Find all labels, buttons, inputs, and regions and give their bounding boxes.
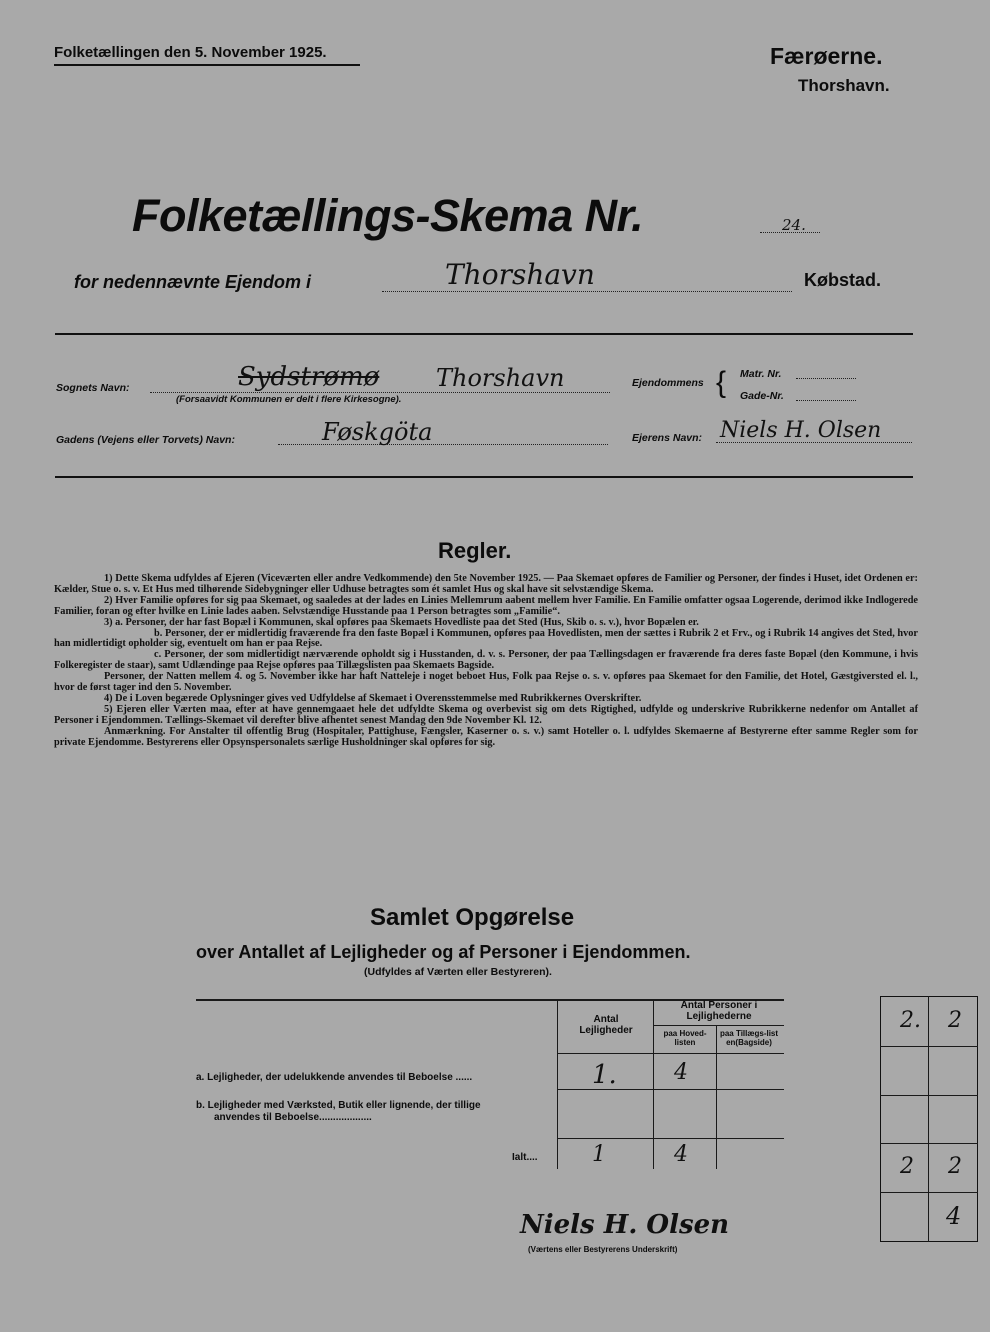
row-a-label: a. Lejligheder, der udelukkende anvendes til Beboelse ...... — [196, 1072, 473, 1083]
owner-label: Ejerens Navn: — [632, 432, 703, 444]
summary-subheading: over Antallet af Lejligheder og af Personer i Ejendommen. — [196, 942, 691, 962]
table-total-rule — [557, 1138, 784, 1139]
parish-note: (Forsaavidt Kommunen er delt i flere Kirkesogne). — [176, 394, 402, 405]
margin-r3c1: 2 — [900, 1154, 914, 1179]
parish-value: Thorshavn — [436, 364, 565, 392]
signature: Niels H. Olsen — [520, 1210, 730, 1240]
table-subheader-rule — [653, 1025, 784, 1026]
owner-value: Niels H. Olsen — [720, 418, 882, 443]
table-header-rule — [557, 1053, 784, 1054]
gade-label: Gade-Nr. — [740, 390, 784, 402]
margin-r4c2: 4 — [946, 1202, 962, 1230]
margin-r1c1: 2. — [900, 1008, 921, 1033]
rule-1: 1) Dette Skema udfyldes af Ejeren (Viceværten eller andre Vedkommende) den 5te November 1925. — Paa Skemaet opføres de Familier og Personer, der findes i Huset, idet Ordenen er: Kælder, Stue o. s. v. Et Hus med tilhørende Sidebygninger eller Udhuse betragtes som ét samlet Hus og skal have sit selvstændige Skema. — [54, 573, 918, 595]
parish-label: Sognets Navn: — [56, 382, 130, 394]
subtitle-right: Købstad. — [804, 270, 882, 290]
form-number: 24. — [782, 216, 806, 234]
rules-heading: Regler. — [438, 538, 512, 563]
margin-box-mid-col — [928, 996, 929, 1242]
margin-r3c2: 2 — [948, 1154, 962, 1179]
census-date-heading: Folketællingen den 5. November 1925. — [54, 44, 327, 61]
col-apartments-header: Antal Lejligheder — [579, 1014, 633, 1036]
subtitle-left: for nedennævnte Ejendom i — [74, 272, 312, 292]
summary-heading: Samlet Opgørelse — [370, 904, 575, 931]
rule-3c: c. Personer, der som midlertidigt nærværende opholdt sig i Husstanden, d. v. s. Personer, der paa Tællingsdagen er fraværende fra deres faste Bopæl (den Kommune, i hvis Folkeregister de staar), samt Udlændinge paa Rejse opføres paa Tillægslisten paa Skemaets Bagside. — [54, 649, 918, 672]
matr-label: Matr. Nr. — [740, 368, 782, 380]
total-label: Ialt.... — [512, 1152, 538, 1163]
col-main-list-header: paa Hoved-listen — [663, 1029, 707, 1047]
rule-4: 4) De i Loven begærede Oplysninger gives ved Udfyldelse af Skemaet i Overensstemmelse med Rubrikkernes Overskrifter. — [104, 692, 642, 704]
total-apartments: 1 — [592, 1142, 606, 1167]
summary-note: (Udfyldes af Værten eller Bestyreren). — [364, 966, 552, 978]
row-a-apartments: 1. — [592, 1060, 617, 1090]
rule-5: 5) Ejeren eller Værten maa, efter at have gennemgaaet hele det udfyldte Skema og overbevist sig om dets Rigtighed, udfylde og underskrive Rubrikkerne nedenfor om Antallet af Personer i Ejendommen. Tællings-Skemaet vil derefter blive afhentet senest Mandag den 9de November Kl. 12. — [54, 703, 918, 726]
margin-r1c2: 2 — [948, 1008, 962, 1033]
total-main-list: 4 — [674, 1142, 688, 1167]
margin-box-row-1 — [880, 1046, 978, 1047]
parish-struck-value: Sydstrømø — [238, 362, 380, 392]
margin-tally-box — [880, 996, 978, 1242]
subtitle-place: Thorshavn — [445, 258, 595, 291]
rules-body — [54, 574, 918, 749]
property-brace: { — [716, 366, 727, 399]
street-label: Gadens (Vejens eller Torvets) Navn: — [56, 434, 235, 446]
region-heading: Færøerne. — [770, 43, 883, 69]
col-supp-list-header: paa Tillægs-listen(Bagside) — [719, 1029, 779, 1047]
rule-2: 2) Hver Familie opføres for sig paa Skemaet, og saaledes at der lades en Linies Mellemrum aabent mellem hver Familie. En Familie omfatter ogsaa Logerende, derimod ikke Indlogerede Familier, foran og efter hvilke en Linie lades aaben. Selvstændige Husstande paa 1 Person betragtes som „Familie“. — [54, 594, 918, 617]
form-title: Folketællings-Skema Nr. — [132, 190, 644, 241]
property-label: Ejendommens — [632, 377, 704, 389]
row-b-label-1: b. Lejligheder med Værksted, Butik eller lignende, der tillige — [196, 1100, 481, 1111]
margin-box-row-3 — [880, 1143, 978, 1144]
parish-line — [150, 392, 610, 393]
rule-3d: Personer, der Natten mellem 4. og 5. November ikke har haft Natteleje i noget beboet Hus, Folk paa Rejse o. s. v. opføres paa Skemaet for den Familie, det Hotel, Gæstgiversted el. l., hvor de først tager ind den 5. November. — [54, 671, 918, 694]
rule-3b: b. Personer, der er midlertidig fraværende fra den faste Bopæl i Kommunen, opføres paa Hovedlisten, men der sættes i Rubrik 2 et Frv., og i Rubrik 14 angives det Sted, hvor han midlertidigt opholder sig, eventuelt om han er paa Rejse. — [54, 627, 918, 650]
row-a-main-list: 4 — [674, 1060, 688, 1085]
divider-bottom — [55, 476, 913, 478]
table-col-line-3 — [716, 1025, 717, 1169]
rule-3a: 3) a. Personer, der har fast Bopæl i Kommunen, skal opføres paa Skemaets Hovedliste paa det Sted (Hus, Skib o. s. v.), hvor Bopælen er. — [104, 616, 699, 628]
town-heading: Thorshavn. — [798, 76, 890, 95]
margin-box-row-2 — [880, 1095, 978, 1096]
subtitle-place-line — [382, 291, 792, 292]
census-date-underline — [54, 64, 360, 66]
signature-caption: (Værtens eller Bestyrerens Underskrift) — [528, 1245, 678, 1254]
table-col-line-1 — [557, 999, 558, 1169]
matr-line — [796, 378, 856, 379]
gade-line — [796, 400, 856, 401]
margin-box-row-4 — [880, 1192, 978, 1193]
rules-note: Anmærkning. For Anstalter til offentlig Brug (Hospitaler, Pattighuse, Fængsler, Kaserner o. s. v.) samt Hoteller o. l. udfyldes Skemaerne af Bestyrerne efter samme Regler som for private Ejendomme. Bestyrerens eller Opsynspersonalets særlige Husholdninger skal opføres for sig. — [54, 725, 918, 748]
divider-top — [55, 333, 913, 335]
row-b-label-2: anvendes til Beboelse................... — [214, 1112, 372, 1123]
col-persons-header: Antal Personer i Lejlighederne — [680, 1000, 758, 1022]
street-value: Føskgöta — [322, 418, 433, 446]
